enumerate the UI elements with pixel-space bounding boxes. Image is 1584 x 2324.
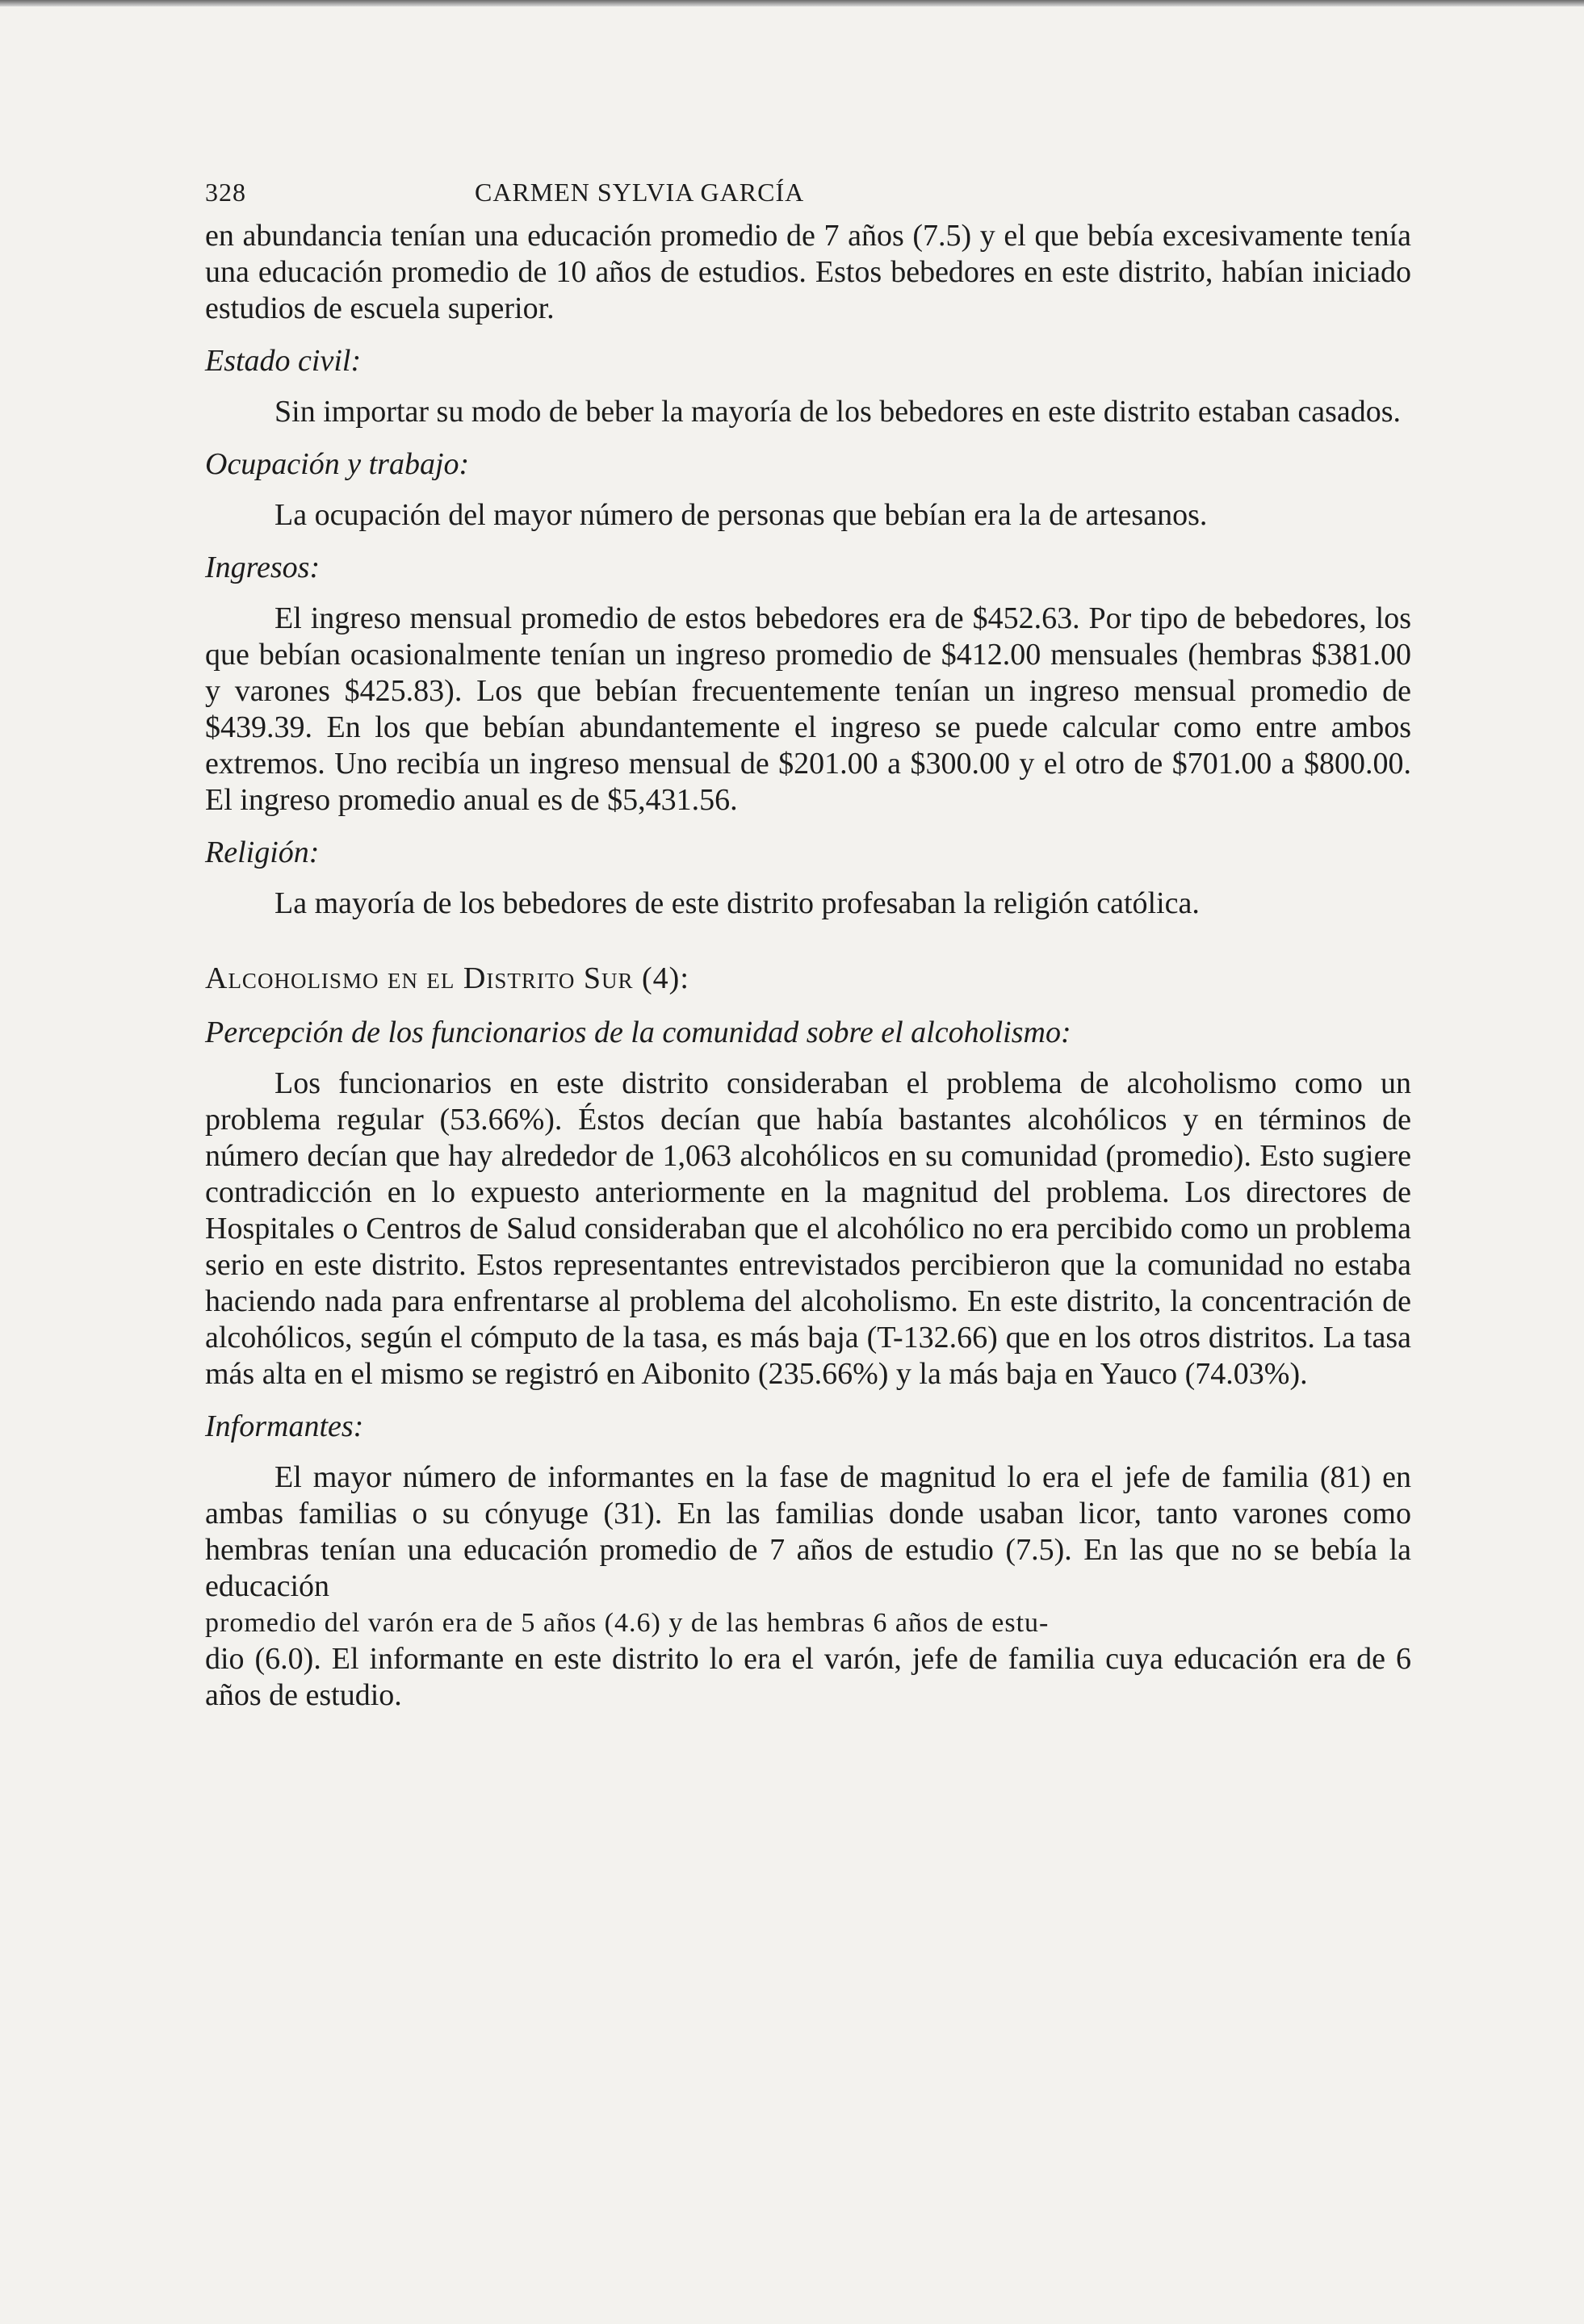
heading-ingresos: Ingresos: [205, 551, 321, 584]
scan-top-edge [0, 0, 1584, 6]
paragraph-education-continuation: en abundancia tenían una educación promedio de 7 años (7.5) y el que bebía excesivamente tenía una educación promedio de 10 años de estudios. Estos bebedores en este distrito, habían iniciado estudios de escuela superior. [205, 219, 1411, 325]
paragraph-ocupacion: La ocupación del mayor número de personas que bebían era la de artesanos. [274, 498, 1208, 532]
heading-percepcion: Percepción de los funcionarios de la comunidad sobre el alcoholismo: [205, 1015, 1071, 1049]
paragraph-religion: La mayoría de los bebedores de este distrito profesaban la religión católica. [274, 886, 1200, 920]
heading-informantes: Informantes: [205, 1409, 364, 1443]
paragraph-informantes-end: dio (6.0). El informante en este distrito lo era el varón, jefe de familia cuya educación era de 6 años de estudio. [205, 1642, 1411, 1712]
paragraph-estado-civil: Sin importar su modo de beber la mayoría de los bebedores en este distrito estaban casados. [274, 395, 1402, 429]
page-number: 328 [205, 178, 246, 207]
running-title: CARMEN SYLVIA GARCÍA [475, 178, 805, 207]
document-page [205, 170, 1411, 1714]
paragraph-ingresos: El ingreso mensual promedio de estos bebedores era de $452.63. Por tipo de bebedores, los que bebían ocasionalmente tenían un ingreso promedio de $412.00 mensuales (hembras $381.00 y varones $425.83). Los que bebían frecuentemente tenían un ingreso mensual promedio de $439.39. En los que bebían abundantemente el ingreso se puede calcular como entre ambos extremos. Uno recibía un ingreso mensual de $201.00 a $300.00 y el otro de $701.00 a $800.00. El ingreso promedio anual es de $5,431.56. [205, 601, 1411, 817]
paragraph-percepcion: Los funcionarios en este distrito consideraban el problema de alcoholismo como un problema regular (53.66%). Éstos decían que había bastantes alcohólicos y en términos de número decían que hay alrededor de 1,063 alcohólicos en su comunidad (promedio). Esto sugiere contradicción en lo expuesto anteriormente en la magnitud del problema. Los directores de Hospitales o Centros de Salud consideraban que el alcohólico no era percibido como un problema serio en este distrito. Estos representantes entrevistados percibieron que la comunidad no estaba haciendo nada para enfrentarse al problema del alcoholismo. En este distrito, la concentración de alcohólicos, según el cómputo de la tasa, es más baja (T-132.66) que en los otros distritos. La tasa más alta en el mismo se registró en Aibonito (235.66%) y la más baja en Yauco (74.03%). [205, 1066, 1411, 1391]
heading-estado-civil: Estado civil: [205, 344, 362, 378]
running-header [205, 170, 1411, 218]
paragraph-informantes-line: promedio del varón era de 5 años (4.6) y de las hembras 6 años de estu- [205, 1608, 1050, 1638]
section-heading-distrito-sur: Alcoholismo en el Distrito Sur (4): [205, 961, 689, 995]
paragraph-informantes: El mayor número de informantes en la fase de magnitud lo era el jefe de familia (81) en ambas familias o su cónyuge (31). En las familias donde usaban licor, tanto varones como hembras tenían una educación promedio de 7 años de estudio (7.5). En las que no se bebía la educación [205, 1460, 1411, 1603]
heading-ocupacion: Ocupación y trabajo: [205, 447, 470, 481]
heading-religion: Religión: [205, 835, 320, 869]
